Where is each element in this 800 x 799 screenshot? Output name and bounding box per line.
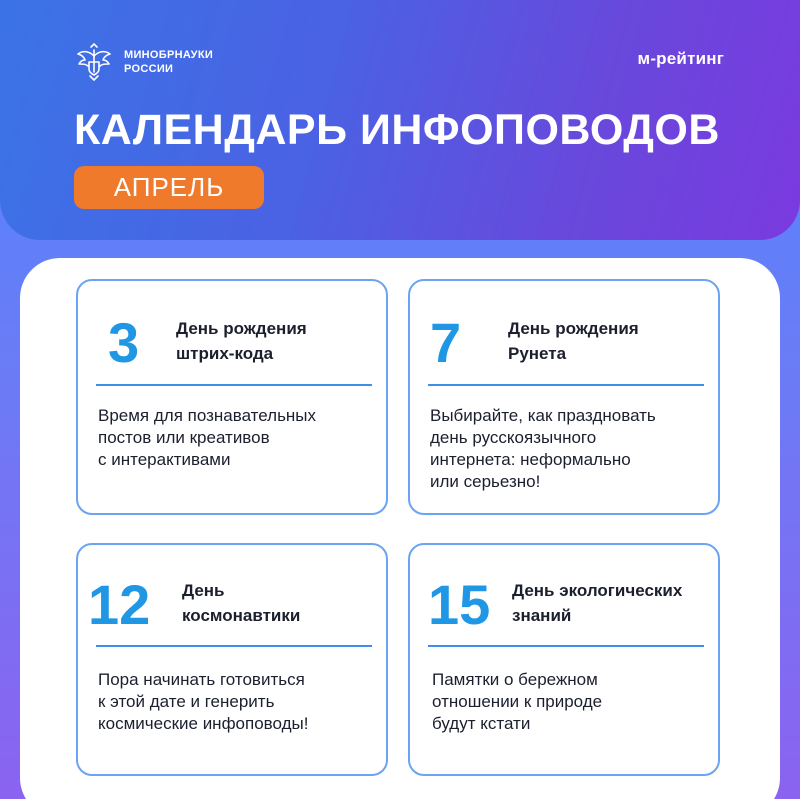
description-line: день русскоязычного [430, 428, 597, 447]
description-line: будут кстати [432, 714, 531, 733]
event-card [408, 543, 720, 776]
event-card [408, 279, 720, 515]
description-line: Время для познавательных [98, 406, 317, 425]
divider [428, 384, 704, 386]
description-line: или серьезно! [430, 472, 541, 491]
event-description [430, 405, 656, 493]
event-description [98, 669, 308, 735]
event-description [432, 669, 602, 735]
description-line: Пора начинать готовиться [98, 670, 305, 689]
event-day: 3 [108, 311, 140, 374]
event-title-line2: штрих-кода [176, 344, 274, 363]
event-title-line1: День рождения [176, 319, 307, 338]
event-day: 7 [430, 311, 462, 374]
event-title-line2: космонавтики [182, 606, 301, 625]
header-banner [0, 0, 800, 240]
description-line: с интерактивами [98, 450, 231, 469]
description-line: космические инфоповоды! [98, 714, 309, 733]
event-title [176, 316, 307, 366]
event-title-line2: Рунета [508, 344, 567, 363]
event-title [182, 578, 300, 628]
divider [96, 645, 372, 647]
description-line: постов или креативов [98, 428, 270, 447]
event-card [76, 279, 388, 515]
eagle-emblem-icon [74, 42, 114, 82]
event-title [508, 316, 639, 366]
divider [428, 645, 704, 647]
event-card [76, 543, 388, 776]
description-line: интернета: неформально [430, 450, 631, 469]
event-title-line1: День [182, 581, 225, 600]
org-name-line1: МИНОБРНАУКИ [124, 49, 214, 61]
event-title-line2: знаний [512, 606, 572, 625]
description-line: отношении к природе [432, 692, 603, 711]
ministry-logo [74, 42, 234, 82]
description-line: Памятки о бережном [432, 670, 598, 689]
event-day: 12 [88, 573, 151, 636]
description-line: Выбирайте, как праздновать [430, 406, 656, 425]
description-line: к этой дате и генерить [98, 692, 275, 711]
event-day: 15 [428, 573, 491, 636]
month-badge: АПРЕЛЬ [74, 166, 264, 209]
divider [96, 384, 372, 386]
event-title-line1: День рождения [508, 319, 639, 338]
event-title [512, 578, 682, 628]
rating-logo: м-рейтинг [637, 49, 724, 68]
event-description [98, 405, 316, 471]
event-title-line1: День экологических [512, 581, 683, 600]
org-name-line2: РОССИИ [124, 63, 174, 75]
page-title: КАЛЕНДАРЬ ИНФОПОВОДОВ [74, 106, 720, 154]
